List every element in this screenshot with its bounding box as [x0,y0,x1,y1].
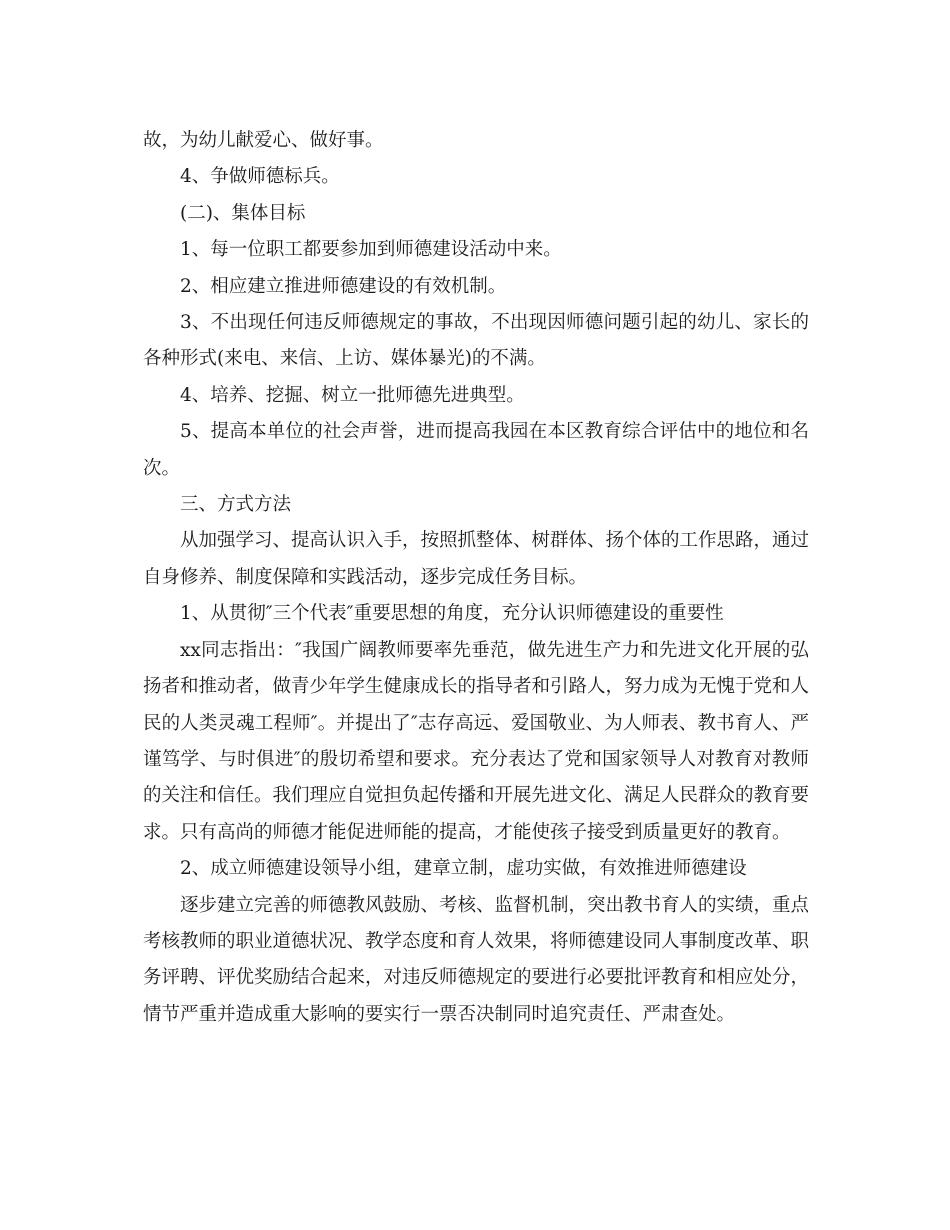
section-heading: 三、方式方法 [180,494,292,516]
subsection-heading: 1、从贯彻″三个代表″重要思想的角度，充分认识师德建设的重要性 [180,603,724,625]
document-body [143,123,809,1033]
paragraph: 2、相应建立推进师德建设的有效机制。 [180,275,507,297]
paragraph: 1、每一位职工都要参加到师德建设活动中来。 [180,239,562,261]
paragraph: 3、不出现任何违反师德规定的事故，不出现因师德问题引起的幼儿、家长的各种形式(来电、来信、上访、媒体暴光)的不满。 [143,312,809,370]
section-heading: (二)、集体目标 [180,202,306,224]
paragraph: 从加强学习、提高认识入手，按照抓整体、树群体、扬个体的工作思路，通过自身修养、制度保障和实践活动，逐步完成任务目标。 [143,530,810,588]
paragraph: 4、争做师德标兵。 [180,166,340,188]
paragraph: 逐步建立完善的师德教风鼓励、考核、监督机制，突出教书育人的实绩，重点考核教师的职业道德状况、教学态度和育人效果，将师德建设同人事制度改革、职务评聘、评优奖励结合起来，对违反师德规定的要进行必要批评教育和相应处分，情节严重并造成重大影响的要实行一票否决制同时追究责任、严肃查处。 [143,894,810,1025]
paragraph: xx同志指出：″我国广阔教师要率先垂范，做先进生产力和先进文化开展的弘扬者和推动者，做青少年学生健康成长的指导者和引路人，努力成为无愧于党和人民的人类灵魂工程师″。并提出了″志存高远、爱国敬业、为人师表、教书育人、严谨笃学、与时俱进″的殷切希望和要求。充分表达了党和国家领导人对教育对教师的关注和信任。我们理应自觉担负起传播和开展先进文化、满足人民群众的教育要求。只有高尚的师德才能促进师能的提高，才能使孩子接受到质量更好的教育。 [143,639,810,843]
paragraph: 4、培养、挖掘、树立一批师德先进典型。 [180,384,525,406]
paragraph: 故，为幼儿献爱心、做好事。 [143,130,384,151]
subsection-heading: 2、成立师德建设领导小组，建章立制，虚功实做，有效推进师德建设 [180,858,747,880]
paragraph: 5、提高本单位的社会声誉，进而提高我园在本区教育综合评估中的地位和名次。 [143,421,809,479]
